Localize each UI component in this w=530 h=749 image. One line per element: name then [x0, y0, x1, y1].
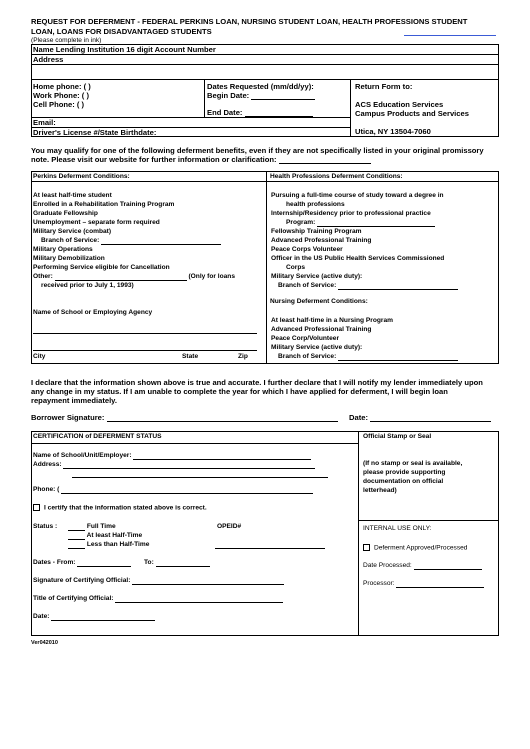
opeid-label: OPEID#: [217, 523, 242, 530]
processor-field[interactable]: [396, 580, 484, 588]
health-heading: Health Professions Deferment Conditions:: [270, 173, 403, 180]
health-program-field[interactable]: [317, 219, 435, 227]
cert-title-label: Title of Certifying Official:: [33, 595, 283, 603]
health-item-4: Advanced Professional Training: [271, 237, 372, 244]
dates-from-field[interactable]: [77, 559, 131, 567]
license-label: Driver's License #/State Birthdate:: [33, 128, 157, 137]
less-half-field[interactable]: [68, 541, 85, 549]
state-label: State: [182, 353, 199, 360]
return-address-line1: ACS Education Services: [355, 100, 444, 109]
borrower-date-field[interactable]: [370, 414, 491, 422]
health-item-6b: Corps: [286, 264, 306, 271]
perkins-other-label: Other: (Only for loans: [33, 273, 235, 280]
perkins-branch-label: Branch of Service:: [41, 237, 221, 245]
status-half-time: At least Half-Time: [68, 532, 142, 540]
form-title-line1: REQUEST FOR DEFERMENT - FEDERAL PERKINS LOAN, NURSING STUDENT LOAN, HEALTH PROFESSIONS STUDENT: [31, 17, 468, 26]
nursing-item-3: Peace Corp/Volunteer: [271, 335, 340, 342]
full-time-field[interactable]: [68, 523, 85, 531]
city-label: City: [33, 353, 46, 360]
status-less-half: Less than Half-Time: [68, 541, 149, 549]
health-item-2: Internship/Residency prior to professional practice: [271, 210, 431, 217]
borrower-signature-label: Borrower Signature:: [31, 413, 338, 422]
school-address-field[interactable]: [33, 350, 257, 351]
health-branch-field[interactable]: [338, 282, 458, 290]
qualify-text-line1: You may qualify for one of the following deferment benefits, even if they are not specifically listed in your original promissory: [31, 146, 484, 155]
cert-address-field-2[interactable]: [72, 477, 328, 478]
perkins-other-field[interactable]: [55, 273, 187, 281]
version-code: Ver042010: [31, 640, 58, 646]
dates-to-field[interactable]: [156, 559, 210, 567]
cert-signature-label: Signature of Certifying Official:: [33, 577, 284, 585]
account-number-label: Name Lending Institution 16 digit Account Number: [33, 45, 216, 54]
return-address-line3: Utica, NY 13504-7060: [355, 127, 431, 136]
nursing-item-4: Military Service (active duty):: [271, 344, 363, 351]
stamp-note-2: please provide supporting: [363, 469, 446, 476]
perkins-heading: Perkins Deferment Conditions:: [33, 173, 130, 180]
cert-phone-label: Phone: (: [33, 486, 313, 494]
perkins-item-1: At least half-time student: [33, 192, 112, 199]
declaration-line3: repayment immediately.: [31, 396, 117, 405]
health-item-7: Military Service (active duty):: [271, 273, 363, 280]
cell-phone-label: Cell Phone: ( ): [33, 100, 85, 109]
health-branch-label: Branch of Service:: [278, 282, 458, 290]
cert-school-label: Name of School/Unit/Employer:: [33, 452, 311, 460]
cert-school-field[interactable]: [133, 452, 311, 460]
nursing-branch-label: Branch of Service:: [278, 353, 458, 361]
approved-processed-label: Deferment Approved/Processed: [363, 544, 467, 552]
begin-date-field[interactable]: [251, 92, 315, 100]
certification-heading: CERTIFICATION of DEFERMENT STATUS: [33, 433, 162, 440]
status-label: Status :: [33, 523, 58, 530]
health-item-1: Pursuing a full-time course of study toward a degree in: [271, 192, 444, 199]
perkins-item-6: Military Operations: [33, 246, 93, 253]
qualify-text-line2: note. Please visit our website for further information or clarification:: [31, 155, 371, 164]
nursing-item-2: Advanced Professional Training: [271, 326, 372, 333]
cert-phone-field[interactable]: [61, 486, 313, 494]
half-time-field[interactable]: [68, 532, 85, 540]
return-to-label: Return Form to:: [355, 82, 413, 91]
nursing-branch-field[interactable]: [338, 353, 458, 361]
stamp-note-3: documentation on official: [363, 478, 444, 485]
nursing-item-1: At least half-time in a Nursing Program: [271, 317, 394, 324]
processor-label: Processor:: [363, 580, 484, 588]
opeid-field[interactable]: [215, 548, 325, 549]
health-item-6: Officer in the US Public Health Services Commissioned: [271, 255, 445, 262]
cert-date-field[interactable]: [51, 613, 155, 621]
return-address-line2: Campus Products and Services: [355, 109, 469, 118]
status-full-time: Full Time: [68, 523, 116, 531]
dates-requested-label: Dates Requested (mm/dd/yy):: [207, 82, 314, 91]
dates-to-label: To:: [144, 559, 210, 567]
cert-address-field[interactable]: [63, 461, 315, 469]
perkins-item-8: Performing Service eligible for Cancellation: [33, 264, 170, 271]
zip-label: Zip: [238, 353, 248, 360]
website-field[interactable]: [279, 156, 371, 164]
cert-address-label: Address:: [33, 461, 315, 469]
nursing-heading: Nursing Deferment Conditions:: [270, 298, 368, 305]
perkins-item-4: Unemployment – separate form required: [33, 219, 160, 226]
begin-date-label: Begin Date:: [207, 91, 315, 100]
perkins-item-5: Military Service (combat): [33, 228, 112, 235]
work-phone-label: Work Phone: ( ): [33, 91, 89, 100]
health-item-5: Peace Corps Volunteer: [271, 246, 343, 253]
stamp-heading: Official Stamp or Seal: [363, 433, 432, 440]
date-processed-field[interactable]: [414, 562, 482, 570]
declaration-line1: I declare that the information shown above is true and accurate. I further declare that I will notify my lender immediately upon: [31, 378, 483, 387]
address-field-area[interactable]: [31, 65, 499, 78]
form-title-line2: LOAN, LOANS FOR DISADVANTAGED STUDENTS: [31, 27, 212, 36]
borrower-signature-field[interactable]: [107, 414, 338, 422]
email-label: Email:: [33, 118, 56, 127]
address-label: Address: [33, 55, 64, 64]
perkins-item-2: Enrolled in a Rehabilitation Training Program: [33, 201, 175, 208]
internal-use-heading: INTERNAL USE ONLY:: [363, 525, 432, 532]
end-date-label: End Date:: [207, 108, 313, 117]
health-item-3: Fellowship Training Program: [271, 228, 362, 235]
perkins-item-7: Military Demobilization: [33, 255, 105, 262]
ink-note: (Please complete in ink): [31, 37, 102, 44]
perkins-branch-field[interactable]: [101, 237, 221, 245]
declaration-line2: any change in my status. If I am unable to complete the year for which I have applied for deferment, I will begin loan: [31, 387, 448, 396]
cert-date-label: Date:: [33, 613, 155, 621]
certify-statement: I certify that the information stated above is correct.: [33, 504, 207, 512]
stamp-note-4: letterhead): [363, 487, 397, 494]
school-agency-field[interactable]: [33, 333, 257, 334]
home-phone-label: Home phone: ( ): [33, 82, 91, 91]
date-processed-label: Date Processed:: [363, 562, 482, 570]
cert-signature-field[interactable]: [132, 577, 284, 585]
end-date-field[interactable]: [245, 109, 313, 117]
certify-checkbox[interactable]: [33, 504, 40, 511]
health-program-label: Program:: [286, 219, 435, 227]
health-item-1b: health professions: [286, 201, 345, 208]
borrower-date-label: Date:: [349, 413, 491, 422]
website-link-line: [404, 35, 496, 36]
perkins-other-note2: received prior to July 1, 1993): [41, 282, 134, 289]
school-agency-label: Name of School or Employing Agency: [33, 309, 153, 316]
dates-from-label: Dates - From:: [33, 559, 131, 567]
cert-title-field[interactable]: [115, 595, 283, 603]
approved-checkbox[interactable]: [363, 544, 370, 551]
stamp-note-1: (If no stamp or seal is available,: [363, 460, 463, 467]
perkins-item-3: Graduate Fellowship: [33, 210, 98, 217]
